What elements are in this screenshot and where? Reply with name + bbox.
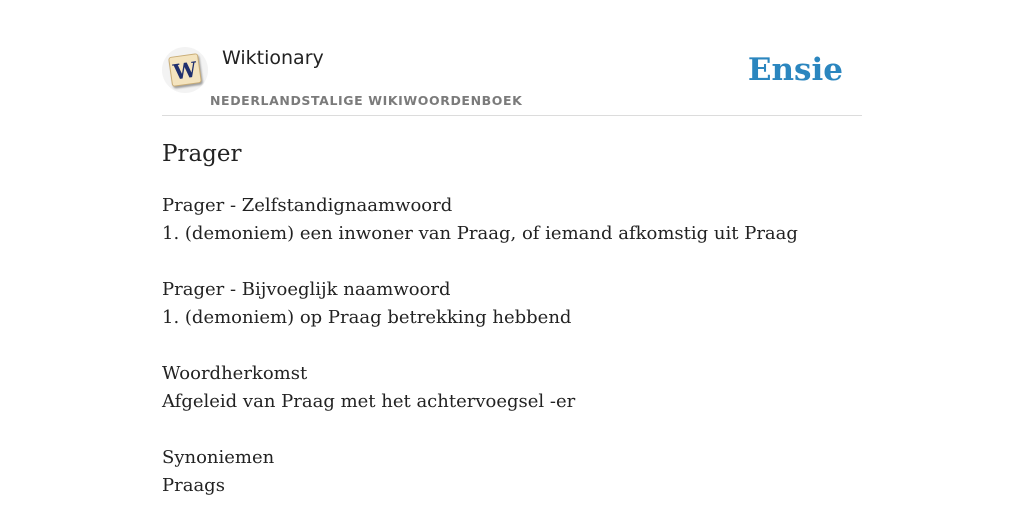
section-spacer (162, 332, 862, 360)
entry-content (162, 192, 862, 500)
wiktionary-logo[interactable] (162, 47, 208, 93)
site-header (162, 0, 862, 116)
site-tagline: NEDERLANDSTALIGE WIKIWOORDENBOEK (210, 93, 523, 108)
section-heading: Woordherkomst (162, 363, 308, 384)
section-heading: Prager - Bijvoeglijk naamwoord (162, 279, 451, 300)
ensie-brand-link[interactable]: Ensie (747, 52, 843, 88)
definition-line: 1. (demoniem) een inwoner van Praag, of iemand afkomstig uit Praag (162, 223, 798, 244)
page (162, 0, 862, 512)
section-spacer (162, 416, 862, 444)
section-synonyms (162, 444, 862, 500)
etymology-line: Afgeleid van Praag met het achtervoegsel -er (162, 391, 576, 412)
section-heading: Prager - Zelfstandignaamwoord (162, 195, 453, 216)
section-noun (162, 192, 862, 248)
w-tile-icon: W (168, 53, 202, 87)
definition-line: 1. (demoniem) op Praag betrekking hebbend (162, 307, 572, 328)
section-etymology (162, 360, 862, 416)
section-heading: Synoniemen (162, 447, 275, 468)
synonym-line: Praags (162, 475, 225, 496)
section-spacer (162, 248, 862, 276)
site-name[interactable]: Wiktionary (222, 47, 324, 69)
section-adjective (162, 276, 862, 332)
page-title: Prager (162, 141, 242, 167)
